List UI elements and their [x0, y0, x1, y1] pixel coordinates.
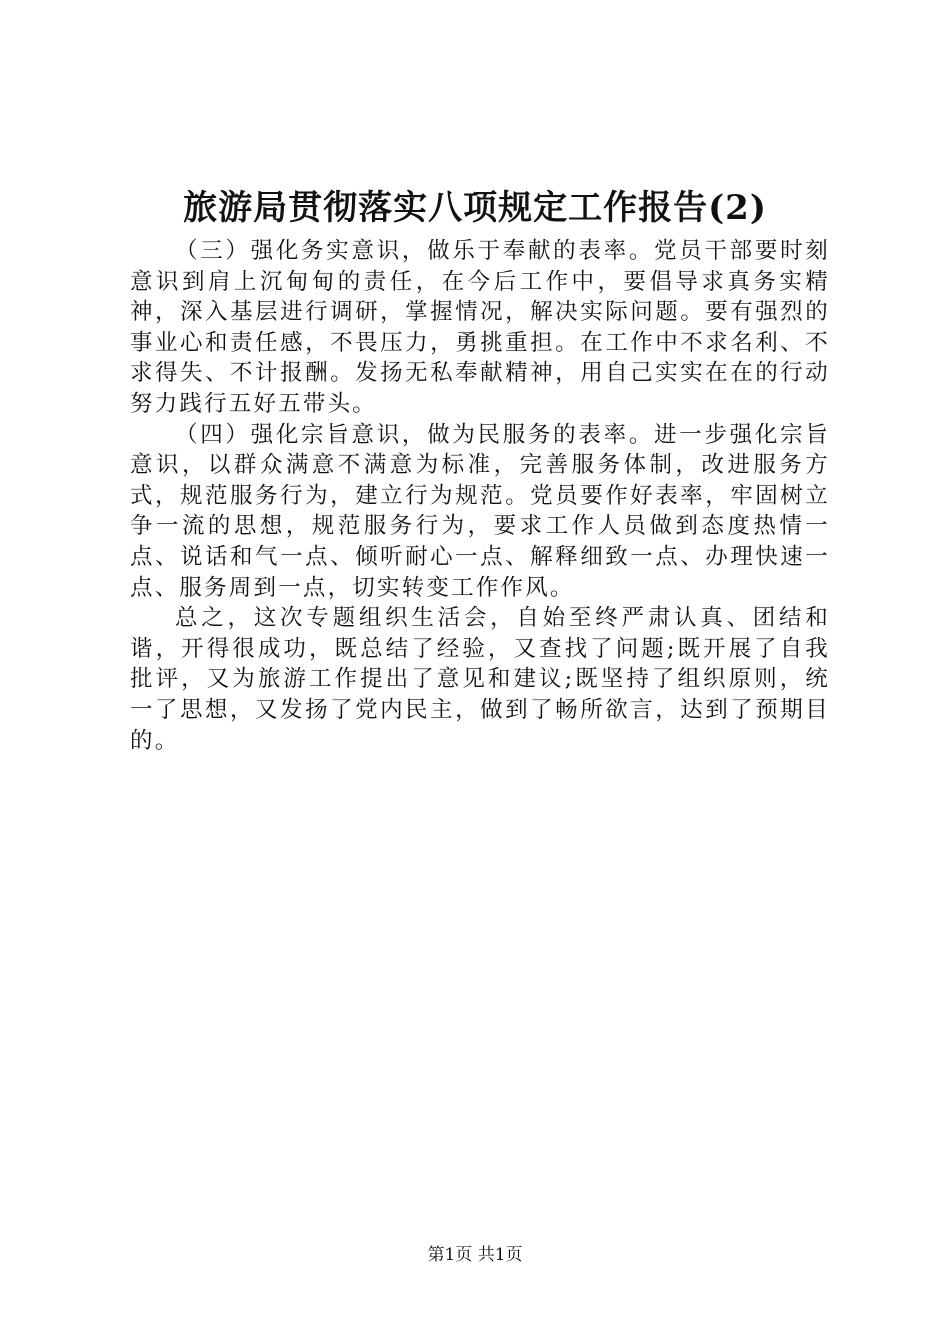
page-footer: 第1页 共1页 — [427, 1245, 523, 1265]
paragraph-4-purpose-awareness: （四）强化宗旨意识，做为民服务的表率。进一步强化宗旨意识，以群众满意不满意为标准，完善服务体制，改进服务方式，规范服务行为，建立行为规范。党员要作好表率，牢固树立争一流的思想，规范服务行为，要求工作人员做到态度热情一点、说话和气一点、倾听耐心一点、解释细致一点、办理快速一点、服务周到一点，切实转变工作作风。 — [130, 421, 830, 601]
document-title: 旅游局贯彻落实八项规定工作报告(2) — [183, 188, 767, 228]
document-body — [130, 236, 830, 756]
paragraph-3-practical-awareness: （三）强化务实意识，做乐于奉献的表率。党员干部要时刻意识到肩上沉甸甸的责任，在今后工作中，要倡导求真务实精神，深入基层进行调研，掌握情况，解决实际问题。要有强烈的事业心和责任感，不畏压力，勇挑重担。在工作中不求名利、不求得失、不计报酬。发扬无私奉献精神，用自己实实在在的行动努力践行五好五带头。 — [130, 238, 830, 417]
paragraph-conclusion: 总之，这次专题组织生活会，自始至终严肃认真、团结和谐，开得很成功，既总结了经验，又查找了问题;既开展了自我批评，又为旅游工作提出了意见和建议;既坚持了组织原则，统一了思想，又发扬了党内民主，做到了畅所欲言，达到了预期目的。 — [130, 605, 830, 754]
